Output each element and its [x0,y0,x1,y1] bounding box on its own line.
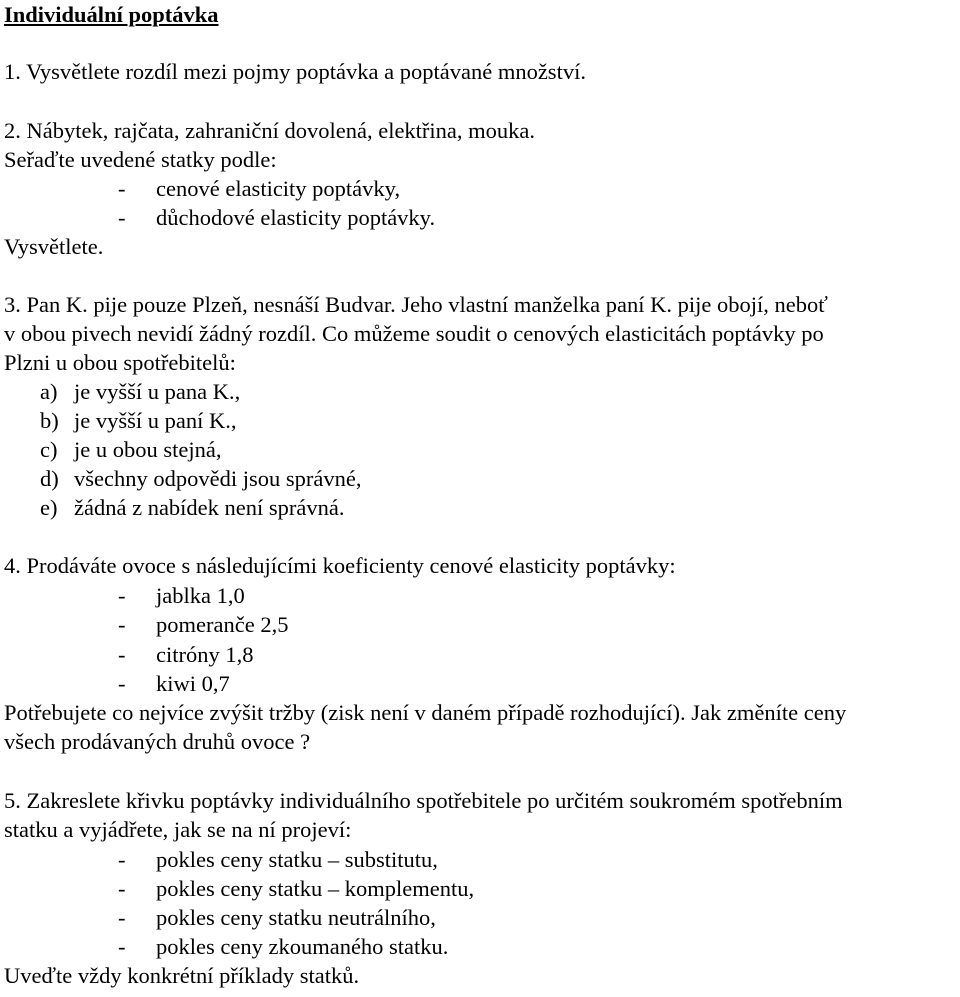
list-item-text: pomeranče 2,5 [156,612,289,637]
question-4-item [118,640,253,669]
question-5-closing: Uveďte vždy konkrétní příklady statků. [4,963,360,988]
list-item-text: cenové elasticity poptávky, [156,176,401,201]
question-4-item [118,669,230,698]
question-4-item [118,610,288,639]
question-5-item [118,932,448,961]
question-5-item [118,874,474,903]
question-3-line-3: Plzni u obou spotřebitelů: [4,350,236,375]
list-dash: - [118,642,126,667]
question-2-line-1: 2. Nábytek, rajčata, zahraniční dovolená, elektřina, mouka. [4,118,536,143]
question-3-line-2: v obou pivech nevidí žádný rozdíl. Co můžeme soudit o cenových elasticitách poptávky po [4,321,824,346]
option-label: b) [40,408,59,433]
list-dash: - [118,205,126,230]
list-dash: - [118,905,126,930]
question-4-item [118,581,245,610]
question-5-item [118,903,436,932]
list-item-text: důchodové elasticity poptávky. [156,205,436,230]
answer-option [40,464,361,493]
list-dash: - [118,934,126,959]
question-1: 1. Vysvětlete rozdíl mezi pojmy poptávka a poptávané množství. [4,59,586,84]
option-text: je vyšší u paní K., [74,408,237,433]
list-dash: - [118,876,126,901]
option-text: je u obou stejná, [74,437,222,462]
list-item-text: pokles ceny statku neutrálního, [156,905,436,930]
list-dash: - [118,671,126,696]
option-text: žádná z nabídek není správná. [74,495,345,520]
list-item-text: kiwi 0,7 [156,671,230,696]
list-dash: - [118,176,126,201]
list-dash: - [118,612,126,637]
question-4-line-3: všech prodávaných druhů ovoce ? [4,729,311,754]
option-label: d) [40,466,59,491]
option-text: všechny odpovědi jsou správné, [74,466,362,491]
option-label: a) [40,379,58,404]
document-title: Individuální poptávka [4,2,219,27]
question-5-line-1: 5. Zakreslete křivku poptávky individuálního spotřebitele po určitém soukromém spotřebním [4,788,843,813]
answer-option [40,377,240,406]
option-text: je vyšší u pana K., [74,379,241,404]
answer-option [40,406,237,435]
list-dash: - [118,847,126,872]
answer-option [40,493,345,522]
option-label: c) [40,437,58,462]
question-2-item [118,203,435,232]
list-item-text: pokles ceny statku – substitutu, [156,847,438,872]
question-2-item [118,174,400,203]
question-4-line-2: Potřebujete co nejvíce zvýšit tržby (zisk není v daném případě rozhodující). Jak změníte ceny [4,700,847,725]
question-2-line-2: Seřaďte uvedené statky podle: [4,147,277,172]
question-5-item [118,845,438,874]
list-item-text: jablka 1,0 [156,583,245,608]
question-3-line-1: 3. Pan K. pije pouze Plzeň, nesnáší Budvar. Jeho vlastní manželka paní K. pije obojí, neboť [4,292,828,317]
list-dash: - [118,583,126,608]
question-2-closing: Vysvětlete. [4,234,104,259]
list-item-text: pokles ceny zkoumaného statku. [156,934,449,959]
question-5-line-2: statku a vyjádřete, jak se na ní projeví: [4,817,352,842]
answer-option [40,435,221,464]
list-item-text: pokles ceny statku – komplementu, [156,876,475,901]
question-4-line-1: 4. Prodáváte ovoce s následujícími koeficienty cenové elasticity poptávky: [4,553,676,578]
option-label: e) [40,495,58,520]
list-item-text: citróny 1,8 [156,642,254,667]
